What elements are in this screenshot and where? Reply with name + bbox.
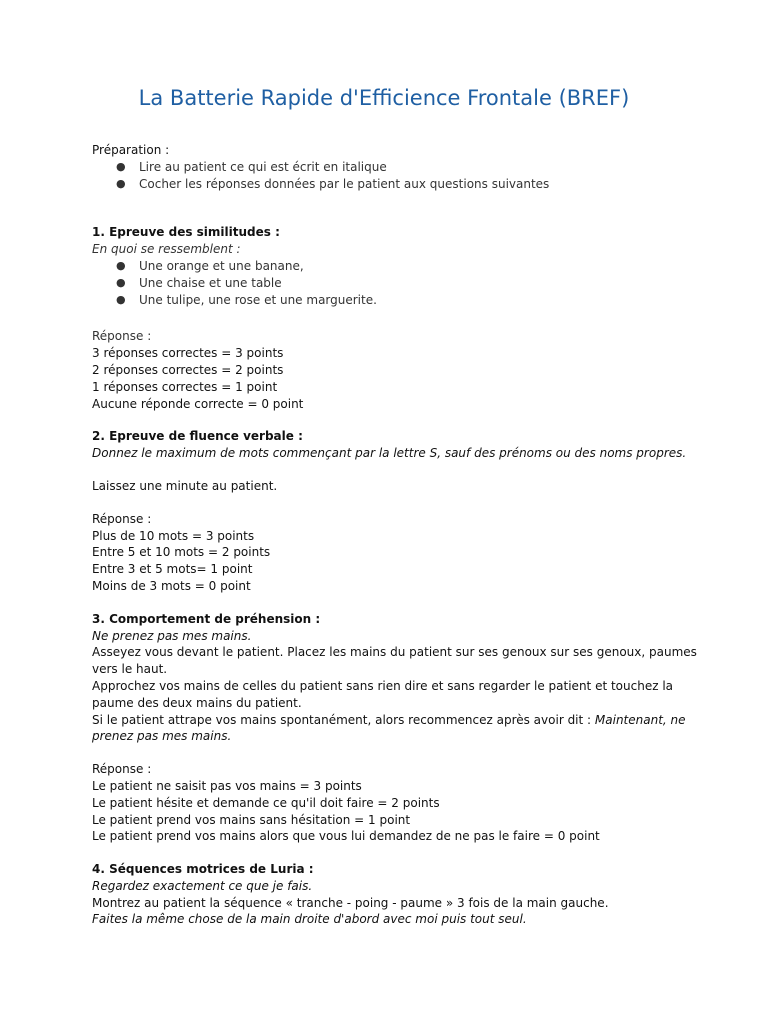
section-2-score: Plus de 10 mots = 3 points — [92, 528, 255, 543]
preparation-item: ● Lire au patient ce qui est écrit en italique — [116, 159, 387, 174]
section-1-item: ● Une tulipe, une rose et une marguerite. — [116, 292, 377, 307]
document-body — [92, 142, 697, 928]
section-3-repeat-line — [92, 712, 692, 729]
preparation-item: ● Cocher les réponses données par le patient aux questions suivantes — [116, 176, 550, 191]
section-1-score: 1 réponses correctes = 1 point — [92, 379, 278, 394]
section-2-instruction: Donnez le maximum de mots commençant par la lettre S, sauf des prénoms ou des noms propres. — [92, 446, 687, 461]
section-3-score: Le patient prend vos mains sans hésitation = 1 point — [92, 812, 411, 827]
section-3-body-line: Asseyez vous devant le patient. Placez les mains du patient sur ses genoux sur ses genoux, paumes — [92, 645, 697, 660]
section-4-body: Montrez au patient la séquence « tranche - poing - paume » 3 fois de la main gauche. — [92, 895, 609, 910]
section-1-score: Aucune réponde correcte = 0 point — [92, 396, 304, 411]
bullet-icon: ● — [116, 176, 126, 190]
section-3-score: Le patient prend vos mains alors que vous lui demandez de ne pas le faire = 0 point — [92, 829, 600, 844]
section-3-body-line: paume des deux mains du patient. — [92, 695, 302, 710]
section-4-instruction: Regardez exactement ce que je fais. — [92, 878, 313, 893]
section-3-response-label: Réponse : — [92, 762, 152, 777]
section-2-score: Entre 5 et 10 mots = 2 points — [92, 545, 271, 560]
document-title: La Batterie Rapide d'Efficience Frontale (BREF) — [138, 86, 630, 110]
section-3-repeat-italic: Maintenant, ne — [594, 712, 686, 727]
section-1-instruction: En quoi se ressemblent : — [92, 242, 241, 257]
section-3-heading: 3. Comportement de préhension : — [92, 611, 321, 626]
section-2-response-label: Réponse : — [92, 511, 152, 526]
bullet-icon: ● — [116, 159, 126, 173]
section-3-score: Le patient ne saisit pas vos mains = 3 points — [92, 778, 362, 793]
section-1-item: ● Une chaise et une table — [116, 275, 282, 290]
section-3-body-line: vers le haut. — [92, 662, 168, 677]
section-1-score: 2 réponses correctes = 2 points — [92, 362, 284, 377]
section-1-heading: 1. Epreuve des similitudes : — [92, 225, 280, 240]
section-3-repeat-prefix: Si le patient attrape vos mains spontanément, alors recommencez après avoir dit : — [92, 712, 595, 727]
section-3-repeat-italic-cont: prenez pas mes mains. — [92, 729, 232, 744]
section-4-instruction-2: Faites la même chose de la main droite d'abord avec moi puis tout seul. — [92, 912, 527, 927]
section-3-score: Le patient hésite et demande ce qu'il doit faire = 2 points — [92, 795, 440, 810]
section-1-score: 3 réponses correctes = 3 points — [92, 346, 284, 361]
bullet-icon: ● — [116, 258, 126, 272]
section-2-score: Entre 3 et 5 mots= 1 point — [92, 562, 253, 577]
section-2-note: Laissez une minute au patient. — [92, 478, 278, 493]
section-1-response-label: Réponse : — [92, 329, 152, 344]
preparation-heading: Préparation : — [92, 143, 170, 157]
section-3-instruction: Ne prenez pas mes mains. — [92, 628, 252, 643]
bullet-icon: ● — [116, 292, 126, 306]
bullet-icon: ● — [116, 275, 126, 289]
section-4-heading: 4. Séquences motrices de Luria : — [92, 862, 314, 877]
section-2-score: Moins de 3 mots = 0 point — [92, 578, 251, 593]
section-1-item: ● Une orange et une banane, — [116, 258, 304, 273]
section-2-heading: 2. Epreuve de fluence verbale : — [92, 429, 303, 444]
section-3-body-line: Approchez vos mains de celles du patient sans rien dire et sans regarder le patient et touchez la — [92, 678, 674, 693]
